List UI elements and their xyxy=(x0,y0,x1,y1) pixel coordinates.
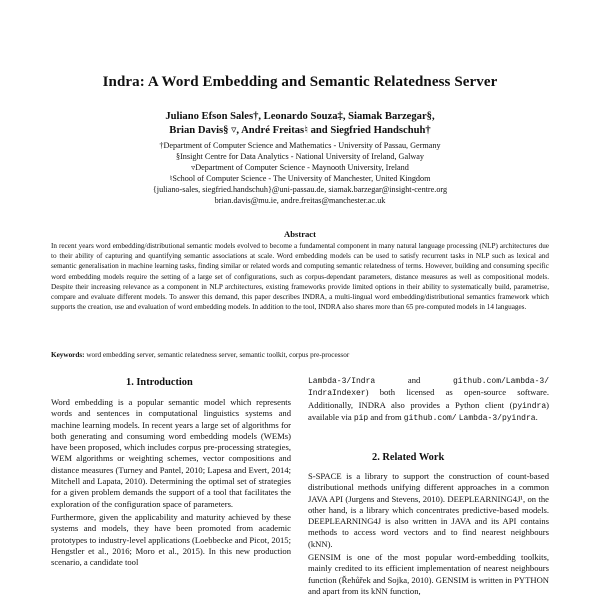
keywords xyxy=(51,350,549,360)
keywords-label: Keywords: xyxy=(51,351,85,359)
text-run: and xyxy=(375,375,453,385)
text-run: and from xyxy=(368,411,404,422)
intro-paragraph-2: Furthermore, given the applicability and maturity achieved by these systems and models, they have been promoted from academic prototypes to industry-level applications (Loebbecke and Picot, 2015; Hengstler et al., 2016; Moro et al., 2015). In this new production scenario, a candidate tool xyxy=(51,511,291,568)
right-column-top xyxy=(308,375,549,424)
affiliations xyxy=(0,140,600,206)
section-1-heading: 1. Introduction xyxy=(126,377,193,388)
code-name: pip xyxy=(353,413,369,423)
author-list xyxy=(0,110,600,138)
paper-title: Indra: A Word Embedding and Semantic Relatedness Server xyxy=(102,74,498,90)
code-link[interactable]: github.com/Lambda-3/ xyxy=(452,377,549,386)
affiliation-line: ▿Department of Computer Science - Maynooth University, Ireland xyxy=(191,163,409,172)
related-paragraph-1: S-SPACE is a library to support the construction of count-based distributional methods unifying different approaches in a common JAVA API (Jurgens and Stevens, 2010). DEEPLEARNING4J¹, on the other hand, is a library which concentrates predictive-based models. DEEPLEARNING4J is also written in JAVA and its API contains methods to access word vectors and to find nearest neighbours (kNN). xyxy=(308,471,549,549)
section-2-heading: 2. Related Work xyxy=(372,452,445,463)
code-link[interactable]: github.com/ xyxy=(403,413,457,423)
code-name: pyindra xyxy=(512,401,547,411)
abstract-text: In recent years word embedding/distributional semantic models evolved to become a fundamental component in many natural language processing (NLP) architectures due to their ability of capturing and quantifying semantic associations at scale. Word embedding models can be used to satisfy recurrent tasks in NLP such as lexical and semantic generalisation in machine learning tasks, finding similar or related words and computing semantic relatedness of terms. However, building and consuming specific word embedding models require the setting of a large set of configurations, such as corpus-dependant parameters, distance measures as well as compositional models. Despite their increasing relevance as a component in NLP architectures, existing frameworks provide limited options in their ability to systematically build, parametrise, compare and evaluate different models. To answer this demand, this paper describes INDRA, a multi-lingual word embedding/distributional semantics framework which supports the creation, use and evaluation of word embedding models. In addition to the tool, INDRA also shares more than 65 pre-computed models in 14 languages. xyxy=(51,242,549,312)
code-link[interactable]: Lambda-3/Indra xyxy=(308,377,376,386)
affiliation-line: ♮School of Computer Science - The University of Manchester, United Kingdom xyxy=(169,174,431,183)
email-line: {juliano-sales, siegfried.handschuh}@uni-passau.de, siamak.barzegar@insight-centre.org xyxy=(152,185,448,194)
authors-line-1: Juliano Efson Sales†, Leonardo Souza‡, Siamak Barzegar§, xyxy=(165,111,435,122)
code-link[interactable]: Lambda-3/pyindra xyxy=(458,413,536,423)
affiliation-line: §Insight Centre for Data Analytics - National University of Ireland, Galway xyxy=(175,152,425,161)
code-links-paragraph xyxy=(308,375,549,424)
abstract-heading: Abstract xyxy=(284,229,316,239)
text-run: ) available via xyxy=(308,399,549,422)
keywords-text: word embedding server, semantic relatedness server, semantic toolkit, corpus pre-processor xyxy=(84,351,350,359)
text-run: ) both licensed as open-source software. Additionally, INDRA also provides a Python client ( xyxy=(308,387,549,410)
authors-line-2: Brian Davis§ ▿, André Freitas♮ and Siegfried Handschuh† xyxy=(169,125,431,136)
affiliation-line: †Department of Computer Science and Mathematics - University of Passau, Germany xyxy=(159,141,441,150)
related-paragraph-2: GENSIM is one of the most popular word-embedding toolkits, mainly credited to its efficient implementation of nearest neighbours function (Řehůřek and Sojka, 2010). GENSIM is written in PYTHON and apart from its kNN function, xyxy=(308,552,549,596)
intro-paragraph-1: Word embedding is a popular semantic model which represents words and sentences in computational linguistics systems and machine learning models. In recent years a large set of algorithms for both generating and consuming word embedding models (WEMs) have been proposed, which includes corpus pre-processing strategies, WEM algorithms or weighting schemes, vector compositions and distance measures (Turney and Pantel, 2010; Lapesa and Evert, 2014; Mitchell and Lapata, 2010). Determining the optimal set of strategies for a given problem demands the support of a tool that facilitates the exploration of the configuration space of parameters. xyxy=(51,397,291,509)
right-column-related xyxy=(308,471,549,597)
code-link[interactable]: IndraIndexer xyxy=(308,389,366,399)
email-line: brian.davis@mu.ie, andre.freitas@manchester.ac.uk xyxy=(214,196,386,205)
text-run: . xyxy=(535,411,538,422)
left-column xyxy=(51,397,291,568)
